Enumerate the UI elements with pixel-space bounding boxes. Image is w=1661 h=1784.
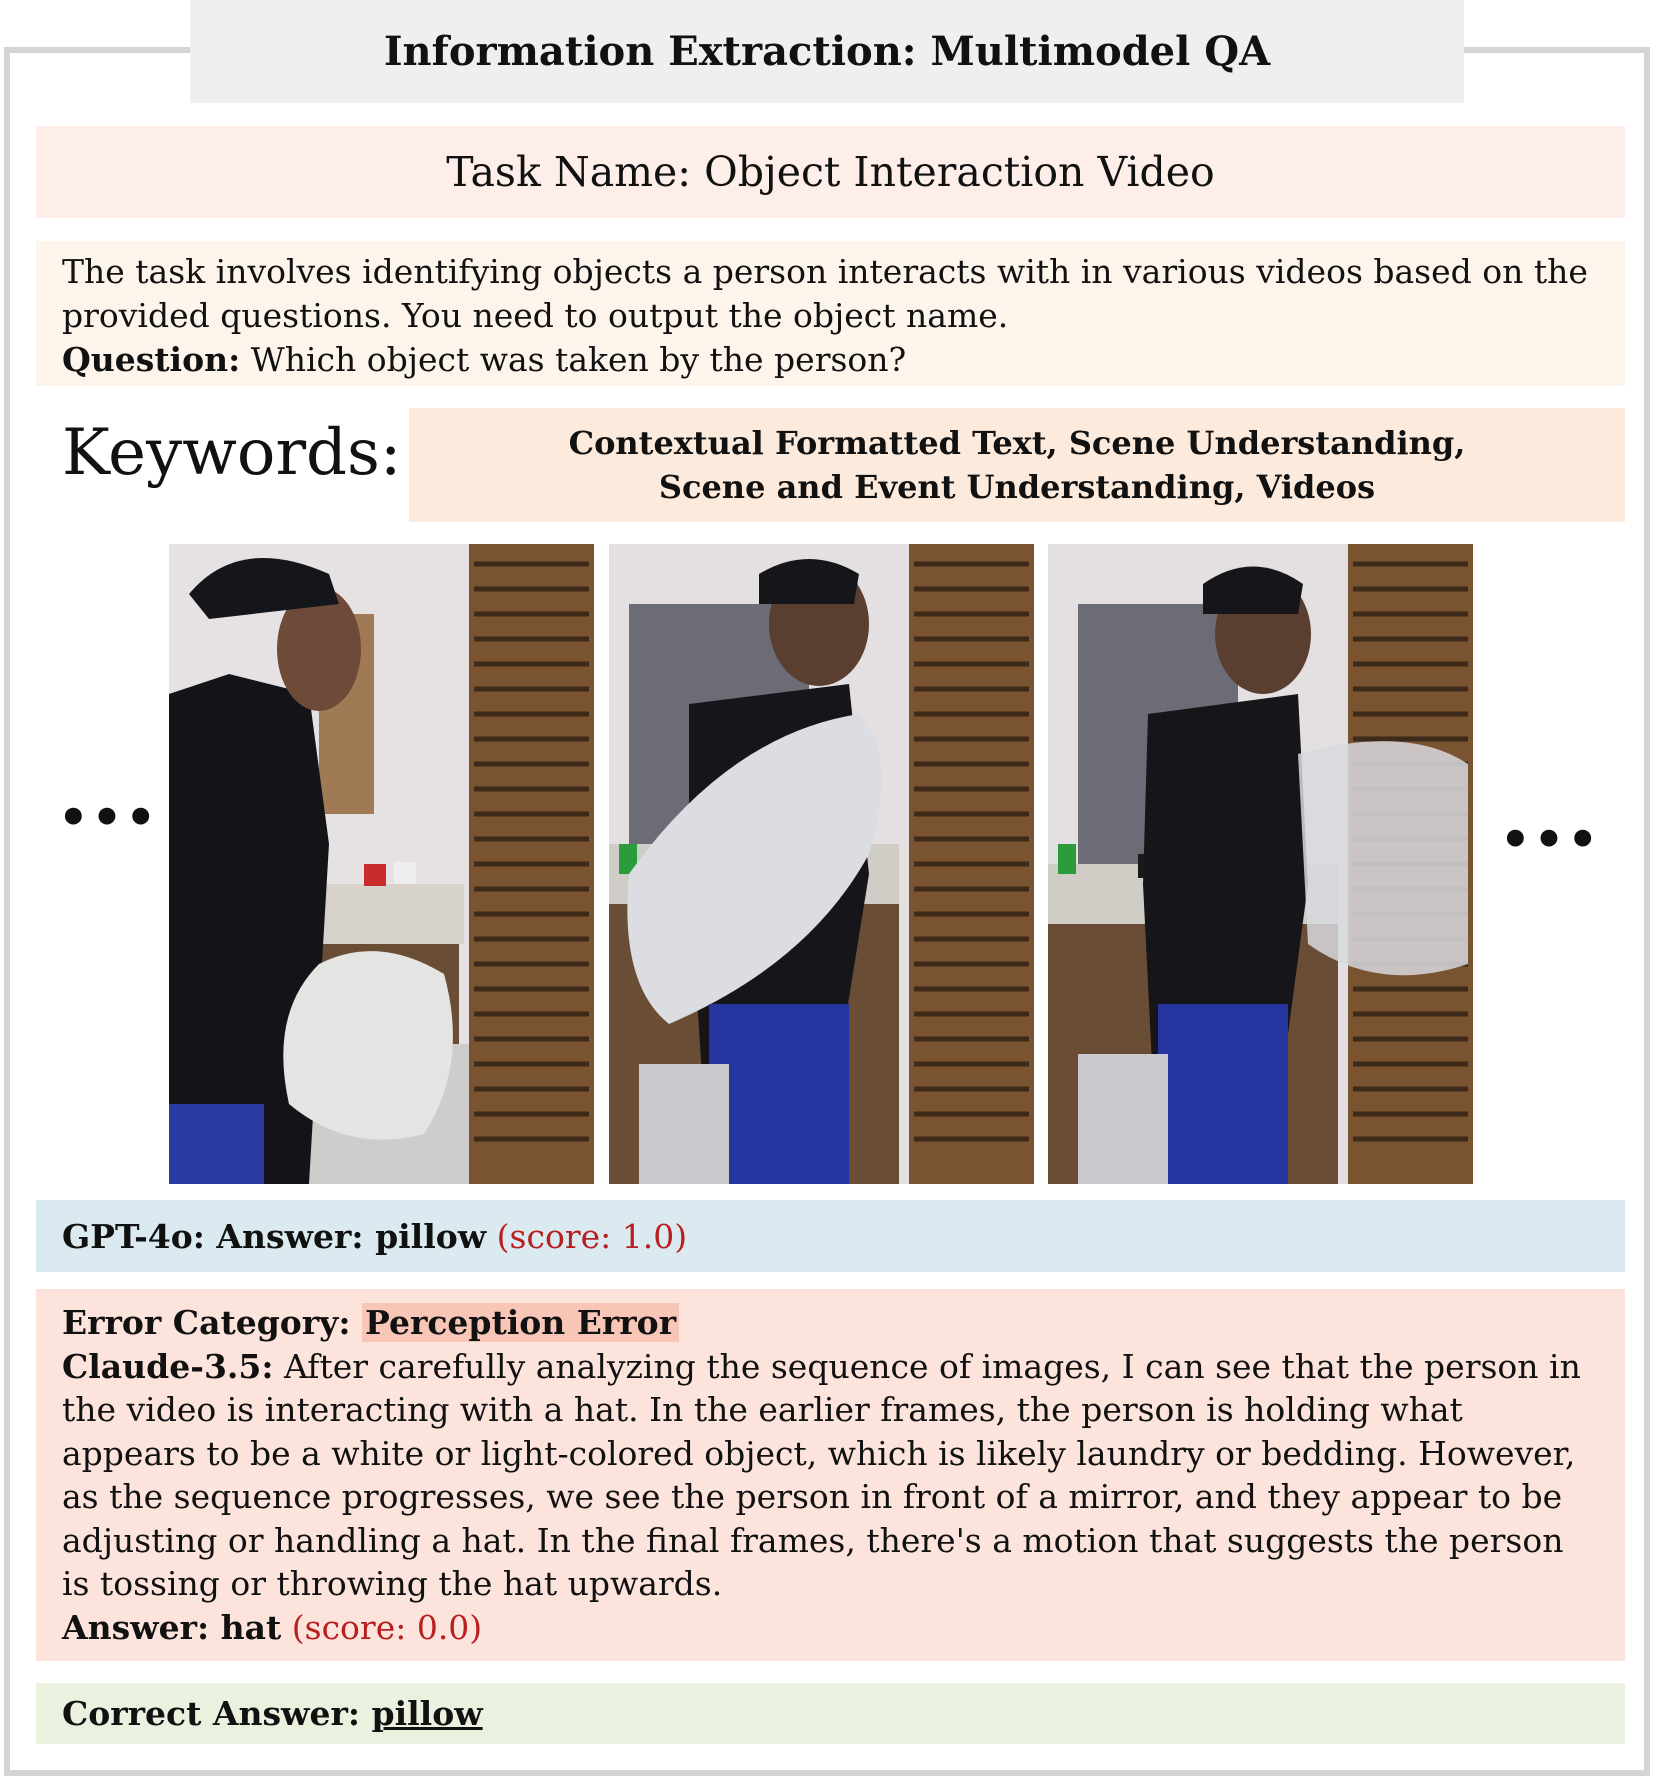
gpt-answer-box [36, 1200, 1625, 1272]
video-frame-2 [609, 544, 1034, 1184]
gpt-answer-label: GPT-4o: Answer: pillow [62, 1216, 487, 1256]
claude-answer-label: Answer: hat [62, 1607, 282, 1647]
claude-score: (score: 0.0) [281, 1607, 483, 1647]
question-row [62, 338, 1599, 382]
task-name: Task Name: Object Interaction Video [36, 126, 1625, 218]
claude-model-label: Claude-3.5: [62, 1346, 274, 1386]
question-label: Question: [62, 340, 241, 379]
correct-answer-box [36, 1683, 1625, 1744]
claude-answer-box [36, 1289, 1625, 1661]
error-category-label: Error Category: [62, 1303, 363, 1342]
page-title: Information Extraction: Multimodel QA [190, 0, 1464, 103]
error-category-row [62, 1301, 1599, 1345]
keywords-label: Keywords: [62, 416, 402, 490]
ellipsis-right: ••• [1500, 812, 1602, 868]
claude-response [62, 1345, 1599, 1606]
keywords-line-1: Contextual Formatted Text, Scene Understanding, [568, 424, 1466, 462]
task-description [36, 241, 1625, 386]
keywords-line-2: Scene and Event Understanding, Videos [658, 468, 1376, 506]
error-category-badge: Perception Error [362, 1303, 679, 1342]
correct-answer-label: Correct Answer: [62, 1694, 372, 1733]
ellipsis-left: ••• [58, 790, 160, 846]
description-line-1: The task involves identifying objects a person interacts with in various videos based on the [62, 252, 1588, 291]
video-frame-3 [1048, 544, 1473, 1184]
claude-answer-row [62, 1606, 1599, 1650]
keywords-box [409, 408, 1625, 522]
gpt-score: (score: 1.0) [486, 1216, 688, 1256]
question-text: Which object was taken by the person? [240, 340, 907, 379]
claude-response-text: After carefully analyzing the sequence of images, I can see that the person in the video is interacting with a hat. In the earlier frames, the person is holding what appears to be a white or light-colored object, which is likely laundry or bedding. However, as the sequence progresses, we see the person in front of a mirror, and they appear to be adjusting or handling a hat. In the final frames, there's a motion that suggests the person is tossing or throwing the hat upwards. [62, 1346, 1581, 1603]
correct-answer-value: pillow [371, 1694, 483, 1733]
description-line-2: provided questions. You need to output the object name. [62, 296, 1009, 335]
video-frame-1 [169, 544, 594, 1184]
